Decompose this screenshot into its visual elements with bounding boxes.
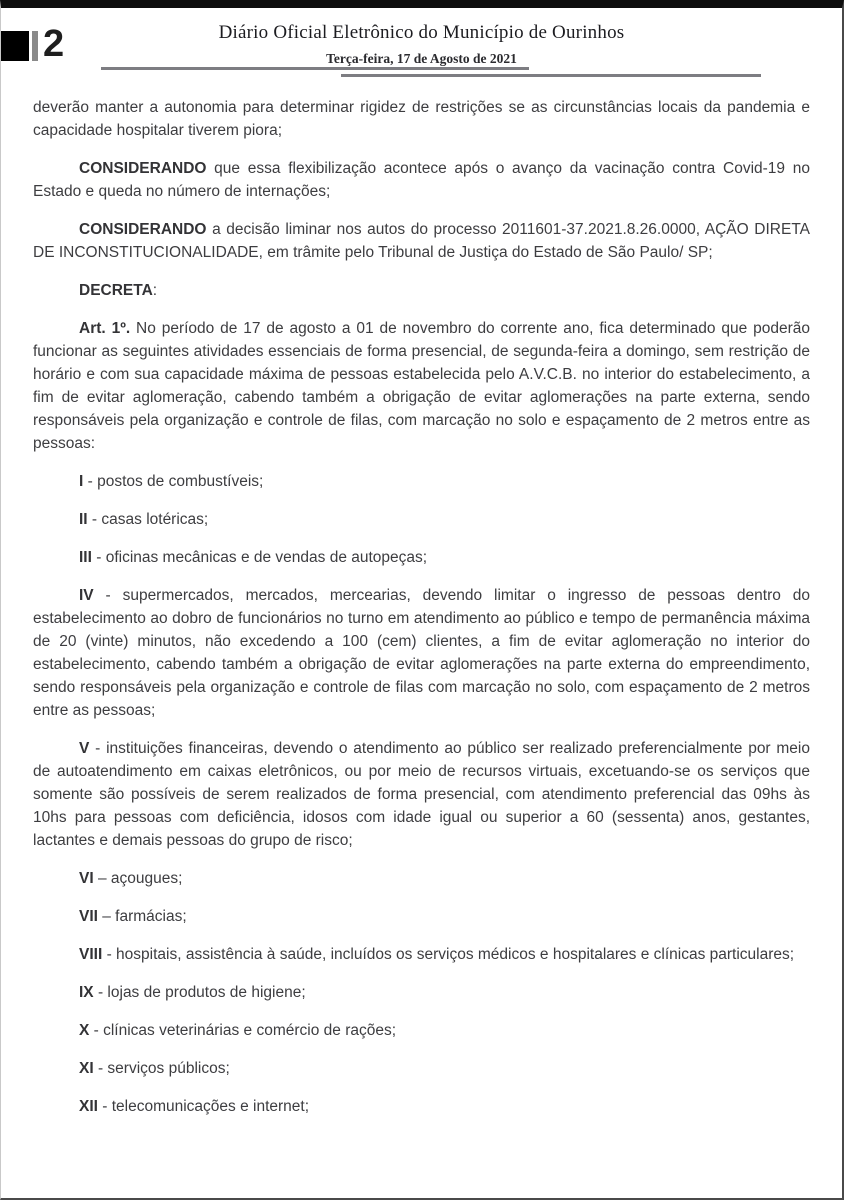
item-numeral: VIII — [79, 946, 103, 963]
item-text: - telecomunicações e internet; — [97, 1098, 310, 1115]
item-text: - hospitais, assistência à saúde, incluídos os serviços médicos e hospitalares e clínicas particulares; — [102, 946, 795, 963]
item-text: - lojas de produtos de higiene; — [93, 984, 306, 1001]
item-v — [33, 737, 810, 852]
item-text: - postos de combustíveis; — [83, 473, 264, 490]
item-iii — [33, 546, 810, 569]
item-ix — [33, 981, 810, 1004]
item-numeral: IV — [79, 587, 94, 604]
paragraph-text: No período de 17 de agosto a 01 de novembro do corrente ano, fica determinado que poderão funcionar as seguintes atividades essenciais de forma presencial, de segunda-feira a domingo, sem restrição de horário e com sua capacidade máxima de pessoas estabelecida pelo A.V.C.B. no interior do estabelecimento, a fim de evitar aglomeração, cabendo também a obrigação de evitar aglomerações na parte externa, sendo responsáveis pela organização e controle de filas, com marcação no solo e espaçamento de 2 metros entre as pessoas: — [33, 320, 810, 452]
paragraph-lead: CONSIDERANDO — [79, 160, 207, 177]
item-numeral: X — [79, 1022, 90, 1039]
item-viii — [33, 943, 810, 966]
item-ii — [33, 508, 810, 531]
page-number: 2 — [43, 23, 65, 65]
paragraph-art-1 — [33, 317, 810, 455]
item-numeral: XI — [79, 1060, 94, 1077]
header-rule-lower — [341, 74, 761, 77]
item-text: - clínicas veterinárias e comércio de rações; — [89, 1022, 397, 1039]
paragraph-text: a decisão liminar nos autos do processo 2011601-37.2021.8.26.0000, AÇÃO DIRETA DE INCONSTITUCIONALIDADE, em trâmite pelo Tribunal de Justiça do Estado de São Paulo/ SP; — [33, 221, 810, 261]
item-numeral: VII — [79, 908, 98, 925]
item-numeral: V — [79, 740, 90, 757]
item-numeral: XII — [79, 1098, 98, 1115]
item-text: - oficinas mecânicas e de vendas de autopeças; — [91, 549, 428, 566]
paragraph-considerando-1 — [33, 157, 810, 203]
paragraph-lead: DECRETA — [79, 282, 153, 299]
item-x — [33, 1019, 810, 1042]
item-numeral: I — [79, 473, 84, 490]
paragraph-text: que essa flexibilização acontece após o avanço da vacinação contra Covid-19 no Estado e queda no número de internações; — [33, 160, 810, 200]
header-rule-upper — [101, 67, 529, 70]
item-numeral: IX — [79, 984, 94, 1001]
paragraph-lead: CONSIDERANDO — [79, 221, 207, 238]
paragraph-text: : — [152, 282, 158, 299]
item-numeral: II — [79, 511, 88, 528]
item-xii — [33, 1095, 810, 1118]
item-vi — [33, 867, 810, 890]
gazette-title: Diário Oficial Eletrônico do Município de Ourinhos — [218, 22, 625, 43]
item-vii — [33, 905, 810, 928]
item-text: – farmácias; — [97, 908, 187, 925]
item-xi — [33, 1057, 810, 1080]
paragraph-considerando-2 — [33, 218, 810, 264]
item-numeral: III — [79, 549, 92, 566]
gazette-date: Terça-feira, 17 de Agosto de 2021 — [326, 51, 517, 66]
item-text: - casas lotéricas; — [87, 511, 209, 528]
paragraph-text: deverão manter a autonomia para determinar rigidez de restrições se as circunstâncias locais da pandemia e capacidade hospitalar tiverem piora; — [33, 99, 810, 139]
item-text: - serviços públicos; — [93, 1060, 230, 1077]
paragraph-continuation — [33, 96, 810, 142]
item-numeral: VI — [79, 870, 94, 887]
item-text: – açougues; — [93, 870, 183, 887]
item-text: - supermercados, mercados, mercearias, devendo limitar o ingresso de pessoas dentro do estabelecimento ao dobro de funcionários no turno em atendimento ao público e tempo de permanência máxima de 20 (vinte) minutos, não excedendo a 100 (cem) clientes, a fim de evitar aglomeração no interior do estabelecimento, cabendo também a obrigação de evitar aglomerações na parte externa do empreendimento, sendo responsáveis pela organização e controle de filas com marcação no solo, com espaçamento de 2 metros entre as pessoas; — [33, 587, 810, 719]
paragraph-decreta — [33, 279, 810, 302]
paragraph-lead: Art. 1º. — [79, 320, 131, 337]
item-text: - instituições financeiras, devendo o atendimento ao público ser realizado preferencialmente por meio de autoatendimento em caixas eletrônicos, ou por meio de recursos virtuais, excetuando-se os serviços que somente são possíveis de serem realizados de forma presencial, com atendimento preferencial das 09hs às 10hs para pessoas com deficiência, idosos com idade igual ou superior a 60 (sessenta) anos, gestantes, lactantes e demais pessoas do grupo de risco; — [33, 740, 810, 849]
gazette-header — [1, 8, 842, 96]
decree-body — [1, 96, 842, 1118]
item-i — [33, 470, 810, 493]
item-iv — [33, 584, 810, 722]
